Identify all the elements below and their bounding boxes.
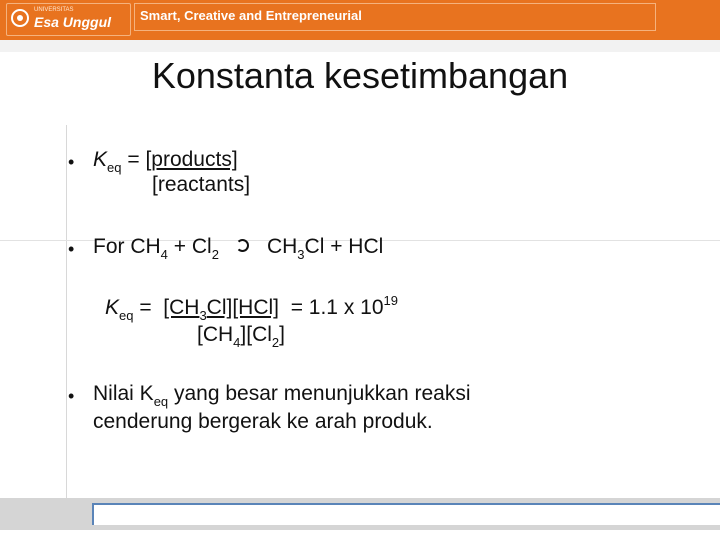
- reaction-arrow-icon: [236, 239, 249, 252]
- num-part-a: [CH: [163, 296, 200, 319]
- den-part-c: ]: [279, 323, 285, 346]
- keq-calc-result: = 1.1 x 10: [290, 296, 384, 319]
- note-line-1: [93, 382, 471, 409]
- keq-calc-exponent: 19: [383, 293, 398, 308]
- logo-caption: UNIVERSITAS: [34, 7, 74, 13]
- keq-numerator: [products]: [145, 148, 238, 171]
- header-bar: [0, 0, 720, 40]
- keq-definition: [93, 148, 238, 175]
- slide-title: Konstanta kesetimbangan: [151, 55, 569, 96]
- product-1-subscript: 3: [297, 247, 305, 262]
- logo-mark-icon: [11, 9, 29, 27]
- keq-subscript: eq: [107, 160, 122, 175]
- num-part-a-subscript: 3: [199, 308, 207, 323]
- bullet-2-icon: •: [68, 239, 75, 259]
- reaction-equation: [93, 235, 384, 262]
- reactant-1-subscript: 4: [160, 247, 168, 262]
- den-part-a: [CH: [197, 323, 234, 346]
- bullet-3-icon: •: [68, 386, 75, 406]
- reactant-1: For CH: [93, 235, 161, 258]
- bullet-1-icon: •: [68, 152, 75, 172]
- university-logo: [6, 3, 131, 36]
- note-subscript: eq: [153, 394, 169, 409]
- logo-name: Esa Unggul: [34, 14, 112, 30]
- left-rule: [66, 125, 67, 515]
- keq-calc-symbol: K: [105, 296, 120, 319]
- note-line-2: cenderung bergerak ke arah produk.: [93, 410, 433, 433]
- product-rest: Cl + HCl: [304, 235, 384, 258]
- note-part-a: Nilai K: [93, 382, 154, 405]
- den-part-b-subscript: 2: [271, 335, 280, 350]
- den-part-a-subscript: 4: [233, 335, 241, 350]
- num-part-b: Cl][HCl]: [206, 296, 280, 319]
- keq-denominator: [reactants]: [152, 173, 251, 196]
- reactant-2: + Cl: [173, 235, 212, 258]
- footer-panel: [92, 503, 720, 525]
- reactant-2-subscript: 2: [211, 247, 219, 262]
- keq-calc-numerator: [163, 296, 280, 323]
- header-shadow-band: [0, 40, 720, 52]
- note-part-b: yang besar menunjukkan reaksi: [168, 382, 471, 405]
- tagline: Smart, Creative and Entrepreneurial: [140, 8, 362, 23]
- keq-calc-denominator: [197, 323, 285, 350]
- keq-calc-subscript: eq: [119, 308, 134, 323]
- product-1: CH: [266, 235, 298, 258]
- keq-symbol: K: [93, 148, 108, 171]
- keq-calculation: [105, 293, 398, 323]
- den-part-b: ][Cl: [240, 323, 272, 346]
- keq-calc-equals: =: [139, 296, 152, 319]
- keq-equals: =: [127, 148, 140, 171]
